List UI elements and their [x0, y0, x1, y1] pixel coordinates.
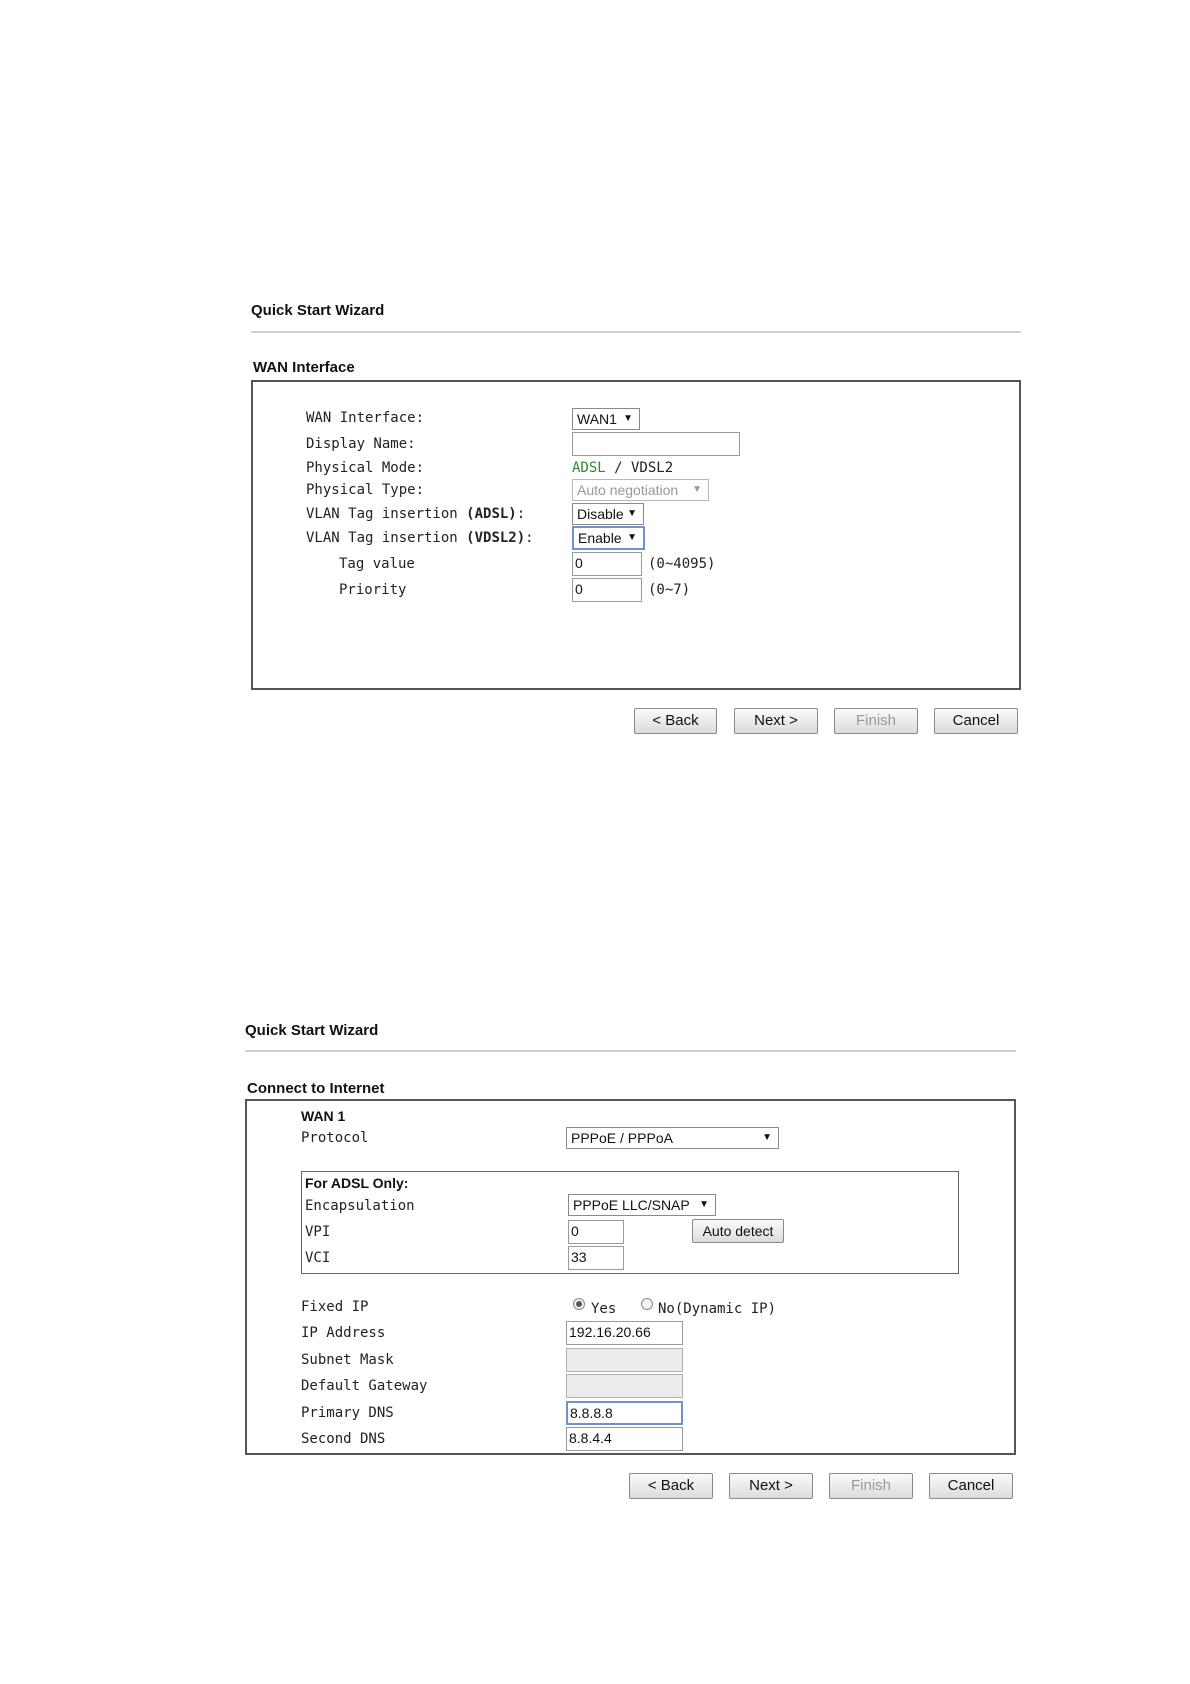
protocol-label: Protocol	[301, 1130, 369, 1146]
vpi-input[interactable]: 0	[568, 1220, 624, 1244]
vlan-adsl-select[interactable]	[572, 503, 644, 525]
physical-mode-label: Physical Mode:	[306, 460, 425, 476]
auto-detect-button[interactable]: Auto detect	[692, 1219, 784, 1243]
wizard2-next-button[interactable]: Next >	[729, 1473, 813, 1499]
wan1-label: WAN 1	[301, 1108, 346, 1124]
wizard2-divider	[245, 1050, 1016, 1052]
wizard1-title: Quick Start Wizard	[251, 302, 385, 319]
default-gateway-label: Default Gateway	[301, 1378, 428, 1394]
encapsulation-label: Encapsulation	[305, 1198, 415, 1214]
vlan-adsl-value: Disable	[577, 506, 624, 522]
wan-interface-label: WAN Interface:	[306, 410, 425, 426]
chevron-down-icon: ▼	[623, 413, 633, 424]
subnet-mask-label: Subnet Mask	[301, 1352, 394, 1368]
vlan-vdsl-select[interactable]	[572, 526, 645, 550]
tag-value-input[interactable]: 0	[572, 552, 642, 576]
wizard2-title: Quick Start Wizard	[245, 1022, 379, 1039]
wizard2-back-button[interactable]: < Back	[629, 1473, 713, 1499]
wizard1-cancel-button[interactable]: Cancel	[934, 708, 1018, 734]
physical-mode-vdsl2[interactable]: / VDSL2	[605, 460, 674, 476]
chevron-down-icon: ▼	[627, 532, 637, 543]
physical-type-select[interactable]	[572, 479, 709, 501]
physical-type-label: Physical Type:	[306, 482, 425, 498]
encapsulation-value: PPPoE LLC/SNAP	[573, 1197, 690, 1213]
fixed-ip-no-radio[interactable]	[641, 1298, 653, 1310]
protocol-value: PPPoE / PPPoA	[571, 1130, 673, 1146]
wizard1-back-button[interactable]: < Back	[634, 708, 717, 734]
chevron-down-icon: ▼	[627, 508, 637, 519]
fixed-ip-label: Fixed IP	[301, 1299, 369, 1315]
vlan-vdsl-label: VLAN Tag insertion (VDSL2):	[306, 530, 534, 546]
wizard1-next-button[interactable]: Next >	[734, 708, 818, 734]
fixed-ip-yes-radio[interactable]	[573, 1298, 585, 1310]
primary-dns-input[interactable]: 8.8.8.8	[566, 1401, 683, 1425]
fixed-ip-no-label: No(Dynamic IP)	[658, 1301, 777, 1317]
connect-internet-panel	[245, 1099, 1016, 1455]
tag-value-label: Tag value	[339, 556, 415, 572]
display-name-label: Display Name:	[306, 436, 416, 452]
subnet-mask-input[interactable]	[566, 1348, 683, 1372]
vpi-label: VPI	[305, 1224, 331, 1240]
ip-address-label: IP Address	[301, 1325, 386, 1341]
wan-interface-select[interactable]	[572, 408, 640, 430]
vci-input[interactable]: 33	[568, 1246, 624, 1270]
priority-label: Priority	[339, 582, 407, 598]
protocol-select[interactable]	[566, 1127, 779, 1149]
display-name-input[interactable]	[572, 432, 740, 456]
second-dns-input[interactable]: 8.8.4.4	[566, 1427, 683, 1451]
chevron-down-icon: ▼	[762, 1132, 772, 1143]
priority-range: (0~7)	[648, 582, 691, 598]
wizard1-finish-button[interactable]: Finish	[834, 708, 918, 734]
fixed-ip-yes-label: Yes	[591, 1301, 617, 1317]
ip-address-input[interactable]: 192.16.20.66	[566, 1321, 683, 1345]
priority-input[interactable]: 0	[572, 578, 642, 602]
vlan-vdsl-value: Enable	[578, 530, 622, 546]
second-dns-label: Second DNS	[301, 1431, 386, 1447]
chevron-down-icon: ▼	[699, 1199, 709, 1210]
physical-mode-adsl-link[interactable]: ADSL	[572, 460, 606, 476]
wizard2-cancel-button[interactable]: Cancel	[929, 1473, 1013, 1499]
chevron-down-icon: ▼	[692, 484, 702, 495]
wizard1-section-title: WAN Interface	[253, 359, 355, 376]
wizard2-section-title: Connect to Internet	[247, 1080, 385, 1097]
physical-type-value: Auto negotiation	[577, 482, 679, 498]
physical-mode-value	[572, 460, 673, 476]
encapsulation-select[interactable]	[568, 1194, 716, 1216]
wizard1-divider	[251, 331, 1021, 333]
tag-value-range: (0~4095)	[648, 556, 716, 572]
default-gateway-input[interactable]	[566, 1374, 683, 1398]
vci-label: VCI	[305, 1250, 331, 1266]
wan-interface-value: WAN1	[577, 411, 617, 427]
wan-interface-panel	[251, 380, 1021, 690]
wizard2-finish-button[interactable]: Finish	[829, 1473, 913, 1499]
vlan-adsl-label: VLAN Tag insertion (ADSL):	[306, 506, 526, 522]
adsl-only-box	[301, 1171, 959, 1274]
adsl-only-heading: For ADSL Only:	[305, 1175, 409, 1191]
primary-dns-label: Primary DNS	[301, 1405, 394, 1421]
